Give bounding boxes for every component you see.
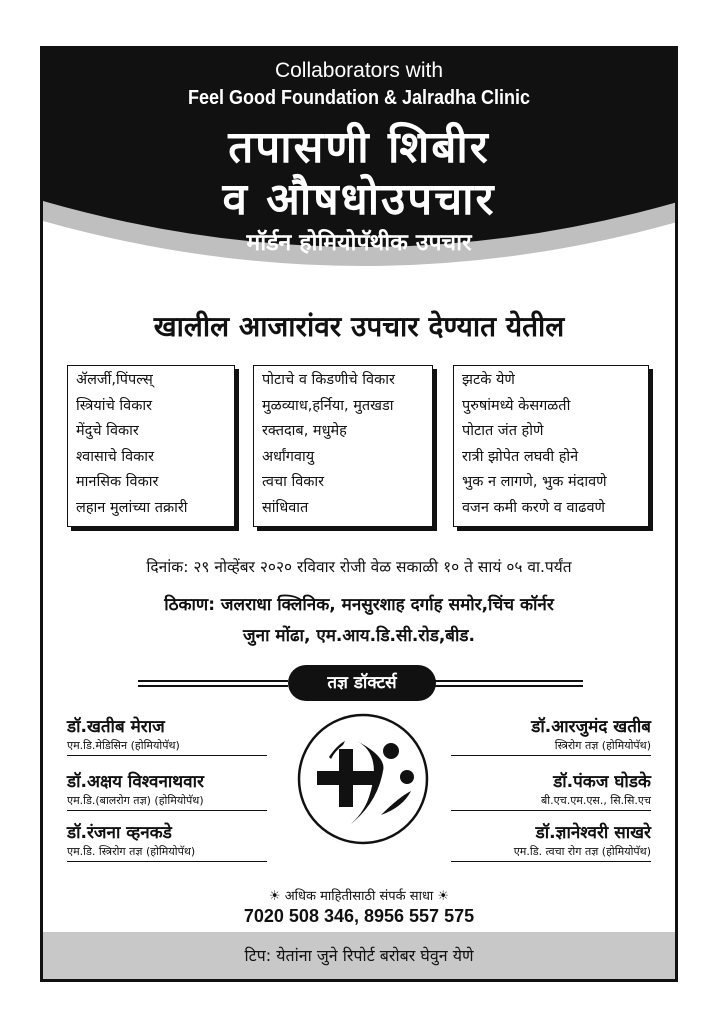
doctor-name: डॉ.खतीब मेराज <box>67 717 165 737</box>
doctor-name: डॉ.अक्षय विश्वनाथवार <box>67 772 204 792</box>
treatment-subtitle: मॉर्डन होमियोपॅथीक उपचार <box>246 230 472 256</box>
ailment-item: स्त्रियांचे विकार <box>76 397 153 414</box>
collaborators-text: Collaborators with <box>274 59 444 82</box>
ailment-item: सांधिवात <box>262 499 309 516</box>
ailment-item: पोटाचे व किडणीचे विकार <box>262 372 395 388</box>
doctor-card <box>67 716 267 756</box>
event-date: दिनांक: २९ नोव्हेंबर २०२० रविवार रोजी वेळ सकाळी १० ते सायं ०५ वा.पर्यंत <box>146 558 572 576</box>
doctor-card <box>67 822 267 862</box>
doctor-qualification: बी.एच.एम.एस., सि.सि.एच <box>451 793 651 811</box>
ailment-item: रक्तदाब, मधुमेह <box>262 423 347 440</box>
ailment-item: त्वचा विकार <box>262 474 325 491</box>
doctor-name: डॉ.आरजुमंद खतीब <box>531 717 651 737</box>
ailment-item: मानसिक विकार <box>76 474 159 491</box>
ailment-item: वजन कमी करणे व वाढवणे <box>462 499 606 516</box>
ailment-item: पुरुषांमध्ये केसगळती <box>462 397 571 414</box>
ailment-item: अर्धांगवायु <box>262 448 315 465</box>
doctor-name: डॉ.पंकज घोडके <box>553 772 651 792</box>
section-title: खालील आजारांवर उपचार देण्यात येतील <box>153 310 565 343</box>
doctor-name: डॉ.ज्ञानेश्वरी साखरे <box>535 823 651 843</box>
doctor-qualification: एम.डि.(बालरोग तज्ञ) (होमियोपॅथ) <box>67 793 267 811</box>
ailments-column-3 <box>453 365 649 527</box>
ailment-item: रात्री झोपेत लघवी होने <box>462 448 579 465</box>
ailment-item: लहान मुलांच्या तक्रारी <box>76 499 188 516</box>
ailment-item: भुक न लागणे, भुक मंदावणे <box>462 474 607 491</box>
doctor-card <box>67 771 267 811</box>
doctors-heading: तज्ञ डॉक्टर्स <box>288 665 436 701</box>
medical-cross-people-logo-icon <box>295 711 431 847</box>
ailments-column-2 <box>253 365 433 527</box>
title-line-1: तपासणी शिबीर <box>228 122 490 173</box>
doctor-card <box>451 771 651 811</box>
doctor-qualification: एम.डि. स्त्रिरोग तज्ञ (होमियोपॅथ) <box>67 844 267 862</box>
ailment-item: मेंदुचे विकार <box>76 423 139 440</box>
event-venue-line-2: जुना मोंढा, एम.आय.डि.सी.रोड,बीड. <box>243 626 475 646</box>
doctor-qualification: एम.डि.मेडिसिन (होमियोपॅथ) <box>67 738 267 756</box>
event-venue-line-1: ठिकाण: जलराधा क्लिनिक, मनसुरशाह दर्गाह समोर,चिंच कॉर्नर <box>164 595 554 615</box>
ailments-column-1 <box>67 365 235 527</box>
contact-phones: 7020 508 346, 8956 557 575 <box>243 906 475 926</box>
doctor-card <box>451 716 651 756</box>
poster-frame <box>40 46 678 982</box>
divider-right <box>433 677 583 689</box>
contact-label: ☀ अधिक माहितीसाठी संपर्क साधा ☀ <box>268 889 450 904</box>
ailment-item: श्वासाचे विकार <box>76 448 154 465</box>
divider-left <box>138 677 288 689</box>
header-banner <box>43 49 675 279</box>
doctor-card <box>451 822 651 862</box>
doctor-name: डॉ.रंजना व्हनकडे <box>67 823 172 843</box>
ailment-item: पोटात जंत होणे <box>462 423 544 440</box>
doctor-qualification: एम.डि. त्वचा रोग तज्ञ (होमियोपॅथ) <box>451 844 651 862</box>
ailment-item: झटके येणे <box>462 372 515 388</box>
footer-note: टिप: येतांना जुने रिपोर्ट बरोबर घेवुन येणे <box>43 932 675 979</box>
doctor-qualification: स्त्रिरोग तज्ञ (होमियोपॅथ) <box>451 738 651 756</box>
ailment-item: मुळव्याध,हर्निया, मुतखडा <box>262 397 394 414</box>
organizations-text: Feel Good Foundation & Jalradha Clinic <box>187 87 531 109</box>
ailment-item: ॲलर्जी,पिंपल्स् <box>76 372 153 388</box>
title-line-2: व औषधोउपचार <box>222 174 496 225</box>
